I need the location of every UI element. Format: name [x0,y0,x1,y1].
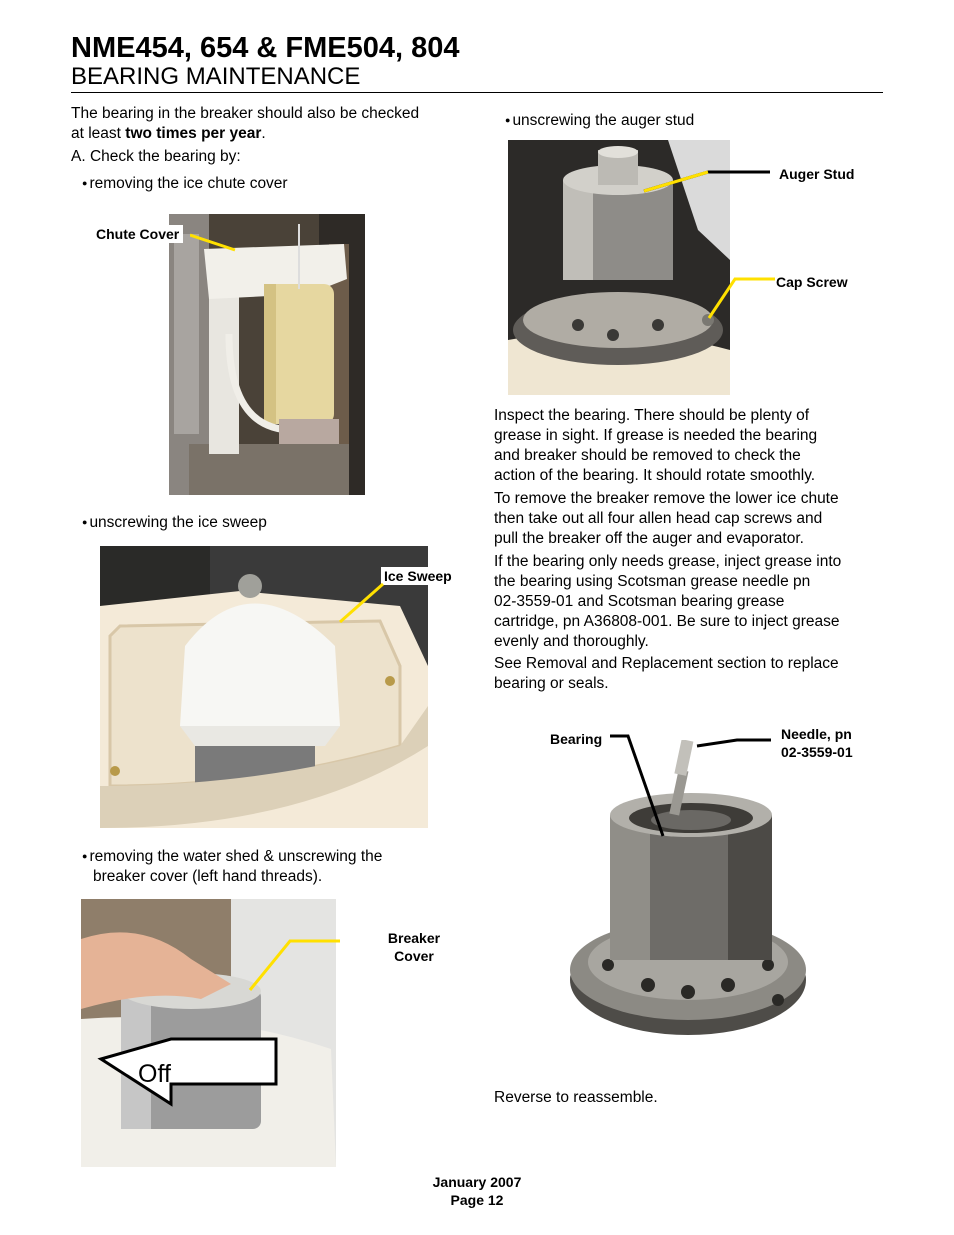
bearing-label: Bearing [550,731,603,747]
bearing-pointer [608,731,678,841]
grease-line-5: evenly and thoroughly. [494,633,649,650]
needle-pointer [695,736,775,750]
intro-line-1: The bearing in the breaker should also be checked [71,105,420,122]
bearing-photo [568,740,808,1045]
chute-cover-pointer [190,230,240,255]
header-divider [71,92,883,93]
needle-label [781,725,853,761]
page-subtitle: BEARING MAINTENANCE [71,63,361,90]
remove-breaker-line-1: To remove the breaker remove the lower ice chute [494,490,839,507]
grease-paragraph [494,552,841,652]
chute-cover-label: Chute Cover [90,225,183,243]
needle-label-line-1: Needle, pn [781,726,852,742]
auger-stud-label: Auger Stud [779,166,855,182]
see-removal-paragraph [494,654,839,694]
intro-emphasis: two times per year [125,125,262,142]
chute-cover-photo [169,214,365,495]
inspect-line-1: Inspect the bearing. There should be plenty of [494,407,810,424]
step-remove-water-shed-line-2: breaker cover (left hand threads). [93,868,323,885]
footer-page-number: Page 12 [450,1192,504,1208]
intro-line-2 [71,124,419,144]
step-remove-water-shed-line-1: ● removing the water shed & unscrewing the [82,846,382,867]
step-remove-water-shed [82,846,382,887]
intro-line-2-pre: at least [71,125,126,142]
remove-breaker-line-3: pull the breaker off the auger and evaporator. [494,530,804,547]
remove-breaker-line-2: then take out all four allen head cap screws and [494,510,823,527]
off-arrow-text: Off [138,1060,171,1088]
cap-screw-label: Cap Screw [776,274,848,290]
reassemble-text: Reverse to reassemble. [494,1089,658,1106]
breaker-cover-label [370,929,458,965]
inspect-line-4: action of the bearing. It should rotate smoothly. [494,467,816,484]
inspect-line-2: grease in sight. If grease is needed the bearing [494,427,818,444]
inspect-line-3: and breaker should be removed to check the [494,447,801,464]
intro-paragraph [71,104,419,144]
ice-sweep-pointer [335,582,385,627]
intro-line-2-post: . [261,125,266,142]
remove-breaker-paragraph [494,489,839,549]
grease-line-3: 02-3559-01 and Scotsman bearing grease [494,593,785,610]
breaker-cover-label-line-2: Cover [394,948,434,964]
see-removal-line-1: See Removal and Replacement section to replace [494,655,839,672]
auger-stud-pointer [640,166,775,194]
step-unscrew-ice-sweep: ● unscrewing the ice sweep [82,512,267,533]
grease-line-1: If the bearing only needs grease, inject grease into [494,553,842,570]
needle-label-line-2: 02-3559-01 [781,744,853,760]
step-unscrew-auger-stud: ● unscrewing the auger stud [505,110,694,131]
breaker-cover-pointer [245,935,345,995]
breaker-cover-label-line-1: Breaker [387,930,441,946]
page-title: NME454, 654 & FME504, 804 [71,32,460,64]
see-removal-line-2: bearing or seals. [494,675,609,692]
grease-line-4: cartridge, pn A36808-001. Be sure to inject grease [494,613,840,630]
check-heading: A. Check the bearing by: [71,148,241,165]
cap-screw-pointer [705,273,777,323]
footer-date: January 2007 [432,1174,522,1190]
grease-line-2: the bearing using Scotsman grease needle pn [494,573,811,590]
ice-sweep-label: Ice Sweep [381,567,455,585]
inspect-paragraph [494,406,817,486]
step-remove-chute-cover: ● removing the ice chute cover [82,173,288,194]
